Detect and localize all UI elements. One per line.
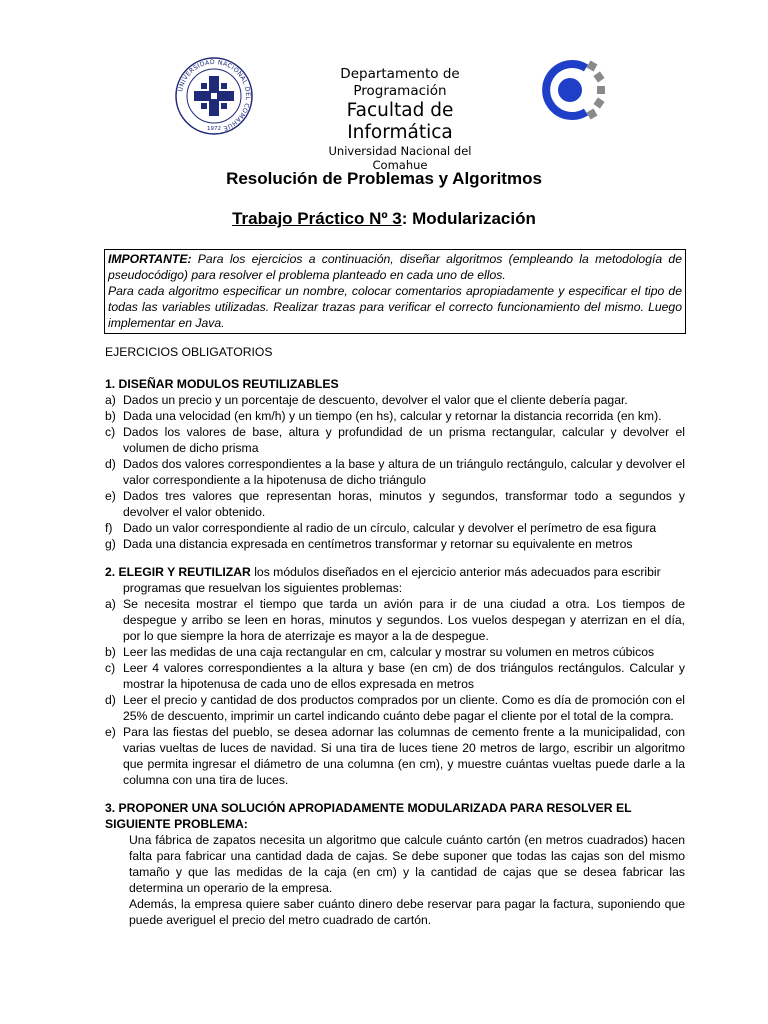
exercise-3-heading-line2: SIGUIENTE PROBLEMA: (105, 817, 248, 831)
faculty-name: Facultad de Informática (346, 100, 454, 143)
university-seal-logo (174, 56, 254, 136)
list-item (105, 692, 685, 724)
exercise-2-intro (105, 564, 685, 580)
mandatory-exercises-heading: EJERCICIOS OBLIGATORIOS (105, 345, 273, 359)
seal-year: 1972 (207, 126, 221, 132)
important-label: IMPORTANTE: (108, 252, 192, 266)
list-item (105, 660, 685, 692)
item-letter: b) (105, 409, 116, 423)
item-letter: a) (105, 393, 116, 407)
list-item (105, 424, 685, 456)
exercise-2-intro-text: los módulos diseñados en el ejercicio anterior más adecuados para escribir (250, 565, 661, 579)
exercise-2-heading: 2. ELEGIR Y REUTILIZAR (105, 565, 251, 579)
list-item (105, 520, 685, 536)
list-item (105, 408, 685, 424)
item-text: Dados los valores de base, altura y profundidad de un prisma rectangular, calcular y devolver el volumen de dicho prisma (123, 425, 685, 455)
item-letter: g) (105, 537, 116, 551)
item-text: Dados un precio y un porcentaje de descuento, devolver el valor que el cliente debería pagar. (123, 393, 628, 407)
university-name: Universidad Nacional del Comahue (328, 144, 472, 172)
exercise-2-intro-line2: programas que resuelvan los siguientes problemas: (123, 581, 403, 595)
item-text: Para las fiestas del pueblo, se desea adornar las columnas de cemento frente a la municipalidad, con varias vueltas de luces de navidad. Si una tira de luces tiene 20 metros de largo, escribir un algoritmo que permita ingresar el diámetro de una columna (en cm), y muestre cuántas vueltas puede darle a la columna con una tira de luces. (123, 725, 685, 787)
item-letter: c) (105, 425, 116, 439)
important-paragraph-1 (108, 251, 682, 283)
exercise-2 (105, 564, 685, 788)
important-text-1: Para los ejercicios a continuación, diseñar algoritmos (empleando la metodología de pseudocódigo) para resolver el problema planteado en cada uno de ellos. (108, 252, 682, 282)
item-letter: e) (105, 489, 116, 503)
list-item (105, 392, 685, 408)
item-text: Dada una distancia expresada en centímetros transformar y retornar su equivalente en metros (123, 537, 633, 551)
important-notice-box (104, 249, 686, 334)
item-letter: d) (105, 693, 116, 707)
item-text: Dados tres valores que representan horas, minutos y segundos, transformar todo a segundos y devolver el valor obtenido. (123, 489, 685, 519)
item-letter: f) (105, 521, 113, 535)
item-letter: c) (105, 661, 116, 675)
item-letter: d) (105, 457, 116, 471)
document-header (0, 50, 768, 172)
assignment-title (0, 208, 768, 230)
assignment-number: Trabajo Práctico Nº 3 (232, 209, 402, 228)
list-item (105, 456, 685, 488)
item-letter: b) (105, 645, 116, 659)
seal-ring-text: UNIVERSIDAD NACIONAL DEL COMAHUE (177, 58, 252, 132)
list-item (105, 644, 685, 660)
item-text: Dados dos valores correspondientes a la base y altura de un triángulo rectángulo, calcular y devolver el valor correspondiente a la hipotenusa de dicho triángulo (123, 457, 685, 487)
item-text: Dada una velocidad (en km/h) y un tiempo (en hs), calcular y retornar la distancia recorrida (en km). (123, 409, 662, 423)
item-text: Leer las medidas de una caja rectangular en cm, calcular y mostrar su volumen en metros cúbicos (123, 645, 655, 659)
list-item (105, 724, 685, 788)
list-item (105, 488, 685, 520)
important-paragraph-2: Para cada algoritmo especificar un nombre, colocar comentarios apropiadamente y especificar el tipo de todas las variables utilizadas. Realizar trazas para verificar el correcto funcionamiento del mismo. Luego implementar en Java. (108, 284, 682, 330)
assignment-topic: : Modularización (401, 209, 536, 228)
exercise-3-paragraph-1: Una fábrica de zapatos necesita un algoritmo que calcule cuánto cartón (en metros cuadrados) hacen falta para fabricar una cantidad dada de cajas. Se debe suponer que todas las cajas son del mismo tamaño y que las medidas de la caja (en cm) y la cantidad de cajas que se desea fabricar las determina un operario de la empresa. (129, 833, 685, 895)
item-text: Dado un valor correspondiente al radio de un círculo, calcular y devolver el perímetro de esa figura (123, 521, 657, 535)
list-item (105, 596, 685, 644)
course-title: Resolución de Problemas y Algoritmos (226, 169, 542, 188)
exercise-3-paragraph-2: Además, la empresa quiere saber cuánto dinero debe reservar para pagar la factura, suponiendo que puede averiguel el precio del metro cuadrado de cartón. (129, 897, 685, 927)
exercise-3 (105, 800, 685, 928)
department-name: Departamento de Programación (340, 66, 460, 99)
list-item (105, 536, 685, 552)
item-text: Leer el precio y cantidad de dos productos comprados por un cliente. Como es día de promoción con el 25% de descuento, imprimir un cartel indicando cuánto debe pagar el cliente por el total de la compra. (123, 693, 685, 723)
exercise-1 (105, 376, 685, 552)
item-letter: a) (105, 597, 116, 611)
exercises-content (105, 344, 685, 940)
item-text: Se necesita mostrar el tiempo que tarda un avión para ir de una ciudad a otra. Los tiempos de despegue y arribo se leen en horas, minutos y segundos. Los vuelos despegan y aterrizan en el día, por lo que siempre la hora de aterrizaje es mayor a la de despegue. (123, 597, 685, 643)
exercise-1-heading: 1. DISEÑAR MODULOS REUTILIZABLES (105, 377, 339, 391)
item-letter: e) (105, 725, 116, 739)
faculty-logo (538, 56, 606, 124)
item-text: Leer 4 valores correspondientes a la altura y base (en cm) de dos triángulos rectángulos. Calcular y mostrar la hipotenusa de cada uno de ellos expresada en metros (123, 661, 685, 691)
exercise-3-heading-line1: 3. PROPONER UNA SOLUCIÓN APROPIADAMENTE MODULARIZADA PARA RESOLVER EL (105, 801, 632, 815)
department-block (300, 66, 500, 172)
